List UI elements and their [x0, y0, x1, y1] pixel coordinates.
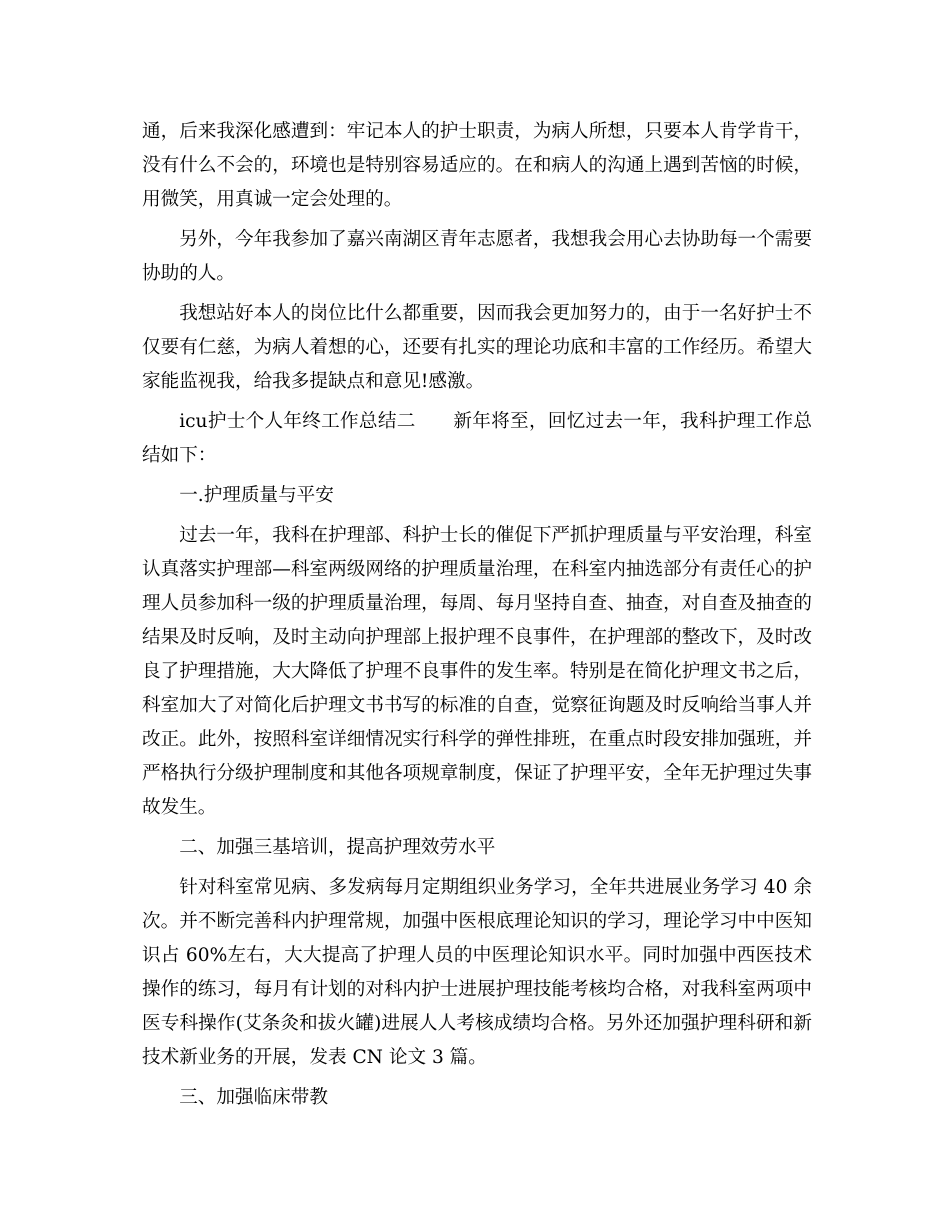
- paragraph-volunteer: 另外，今年我参加了嘉兴南湖区青年志愿者，我想我会用心去协助每一个需要协助的人。: [142, 229, 812, 284]
- paragraph-commitment: 我想站好本人的岗位比什么都重要，因而我会更加努力的，由于一名好护士不仅要有仁慈，为病人着想的心，还要有扎实的理论功底和丰富的工作经历。希望大家能监视我，给我多提缺点和意见!感激。: [142, 303, 812, 392]
- document-body: [142, 115, 812, 1121]
- paragraph-quality-safety: 过去一年，我科在护理部、科护士长的催促下严抓护理质量与平安治理，科室认真落实护理部—科室两级网络的护理质量治理，在科室内抽选部分有责任心的护理人员参加科一级的护理质量治理，每周、每月坚持自查、抽查，对自查及抽查的结果及时反响，及时主动向护理部上报护理不良事件，在护理部的整改下，及时改良了护理措施，大大降低了护理不良事件的发生率。特别是在简化护理文书之后，科室加大了对简化后护理文书书写的标准的自查，觉察征询题及时反响给当事人并改正。此外，按照科室详细情况实行科学的弹性排班，在重点时段安排加强班，并严格执行分级护理制度和其他各项规章制度，保证了护理平安，全年无护理过失事故发生。: [142, 525, 812, 818]
- paragraph-summary-intro: icu护士个人年终工作总结二 新年将至，回忆过去一年，我科护理工作总结如下：: [142, 411, 812, 466]
- paragraph-continuation: 通，后来我深化感遭到：牢记本人的护士职责，为病人所想，只要本人肯学肯干，没有什么不会的，环境也是特别容易适应的。在和病人的沟通上遇到苦恼的时候，用微笑，用真诚一定会处理的。: [142, 121, 812, 210]
- section-heading-clinical-teaching: 三、加强临床带教: [179, 1087, 328, 1108]
- paragraph-training: 针对科室常见病、多发病每月定期组织业务学习，全年共进展业务学习 40 余次。并不断完善科内护理常规，加强中医根底理论知识的学习，理论学习中中医知识占 60%左右，大大提高了护理人员的中医理论知识水平。同时加强中西医技术操作的练习，每月有计划的对科内护士进展护理技能考核均合格，对我科室两项中医专科操作(艾条灸和拔火罐)进展人人考核成绩均合格。另外还加强护理科研和新技术新业务的开展，发表 CN 论文 3 篇。: [142, 877, 812, 1068]
- section-heading-training: 二、加强三基培训，提高护理效劳水平: [179, 837, 496, 858]
- section-heading-quality-safety: 一.护理质量与平安: [179, 485, 334, 506]
